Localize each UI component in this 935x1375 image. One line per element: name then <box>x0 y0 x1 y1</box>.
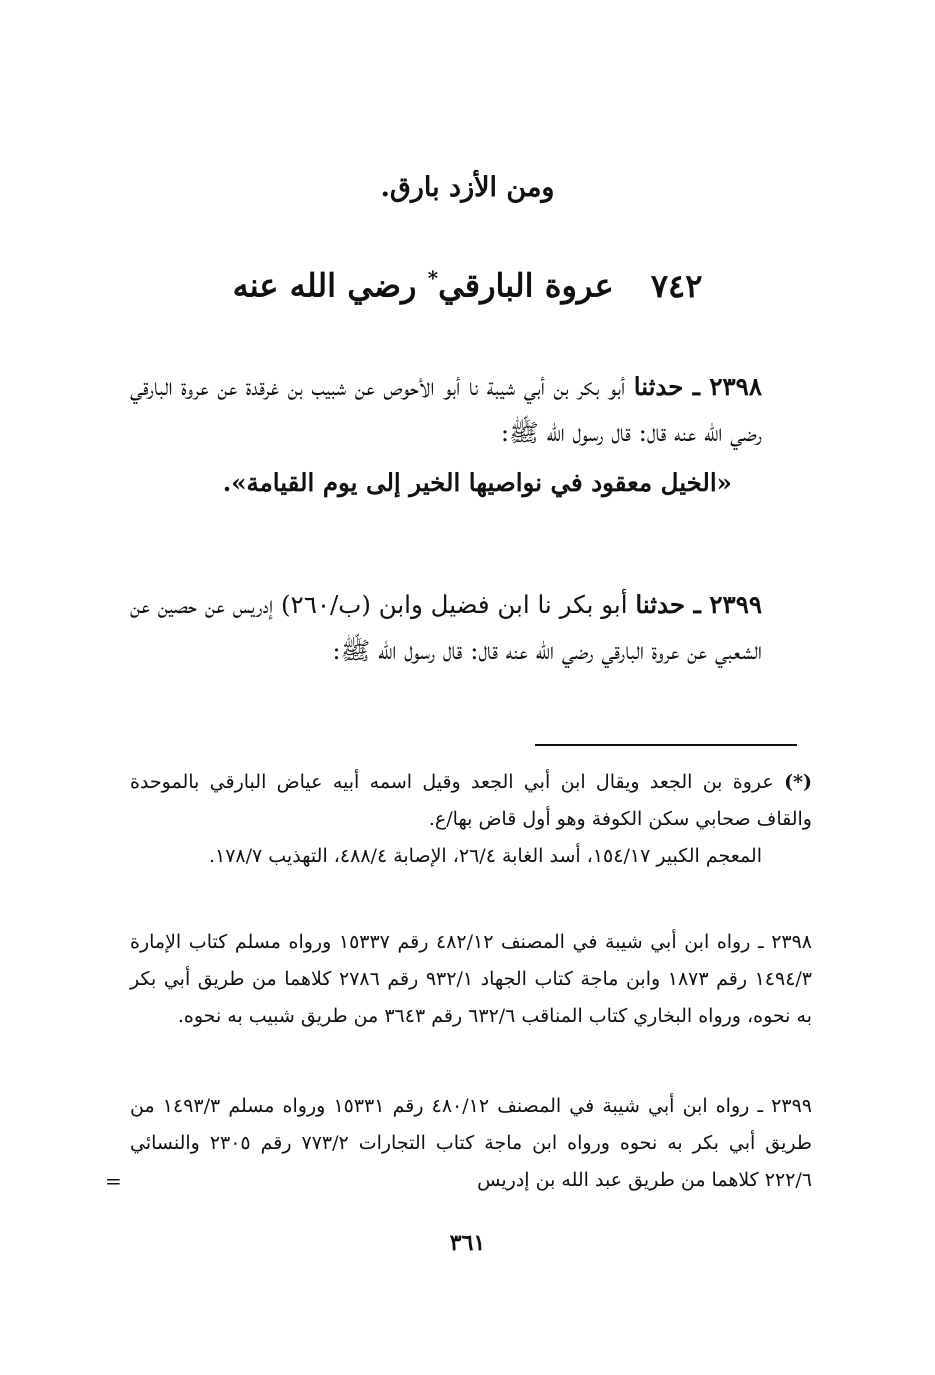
continuation-mark: = <box>105 1169 122 1193</box>
footnote-2399 <box>130 1088 812 1199</box>
entry-name: عروة البارقي <box>438 266 614 305</box>
footnote-2399-number: ٢٣٩٩ ـ <box>757 1095 812 1117</box>
footnote-2399-text: رواه ابن أبي شيبة في المصنف ٤٨٠/١٢ رقم ١٥٣٣١ ورواه مسلم ١٤٩٣/٣ من طريق أبي بكر به نحوه ورواه ابن ماجة كتاب التجارات ٧٧٣/٢ رقم ٢٣٠٥ والنسائي ٢٢٢/٦ كلاهما من طريق عبد الله بن إدريس <box>130 1095 812 1191</box>
footnote-separator <box>535 744 797 746</box>
footnote-star-marker: (*) <box>784 771 812 793</box>
page-number: ٣٦١ <box>449 1230 486 1256</box>
hadith-2399-lead: ٢٣٩٩ ـ حدثنا <box>635 590 763 619</box>
hadith-2399 <box>130 582 812 674</box>
footnote-2398-text: رواه ابن أبي شيبة في المصنف ٤٨٢/١٢ رقم ١٥٣٣٧ ورواه مسلم كتاب الإمارة ١٤٩٤/٣ رقم ١٨٧٣ وابن ماجة كتاب الجهاد ٩٣٢/١ رقم ٢٧٨٦ كلاهما من طريق أبي بكر به نحوه، ورواه البخاري كتاب المناقب ٦٣٢/٦ رقم ٣٦٤٣ من طريق شبيب به نحوه. <box>130 931 813 1027</box>
section-title: ومن الأزد بارق. <box>380 172 555 203</box>
entry-number: ٧٤٢ <box>650 266 703 305</box>
hadith-2398 <box>130 364 812 506</box>
hadith-2399-text: أبو بكر نا ابن فضيل وابن (ب/٢٦٠) إدريس عن حصين عن الشعبي عن عروة البارقي رضي الله عنه قال: قال رسول الله ﷺ: <box>130 590 762 665</box>
footnote-2398 <box>130 924 812 1035</box>
entry-suffix: رضي الله عنه <box>232 266 417 305</box>
footnote-2398-number: ٢٣٩٨ ـ <box>758 931 813 953</box>
hadith-2398-quote: «الخيل معقود في نواصيها الخير إلى يوم القيامة». <box>222 468 732 497</box>
footnote-star-text: عروة بن الجعد ويقال ابن أبي الجعد وقيل اسمه أبيه عياض البارقي بالموحدة والقاف صحابي سكن الكوفة وهو أول قاض بها/ع. <box>130 771 812 830</box>
hadith-2398-lead: ٢٣٩٨ ـ حدثنا <box>633 372 762 401</box>
entry-heading <box>0 256 935 308</box>
footnote-star-refs: المعجم الكبير ١٥٤/١٧، أسد الغابة ٢٦/٤، الإصابة ٤٨٨/٤، التهذيب ١٧٨/٧. <box>208 845 762 867</box>
footnote-marker: * <box>427 266 439 290</box>
hadith-2398-text: أبو بكر بن أبي شيبة نا أبو الأحوص عن شبيب بن غرقدة عن عروة البارقي رضي الله عنه قال: قال رسول الله ﷺ: <box>130 372 762 447</box>
footnote-star <box>130 764 812 875</box>
